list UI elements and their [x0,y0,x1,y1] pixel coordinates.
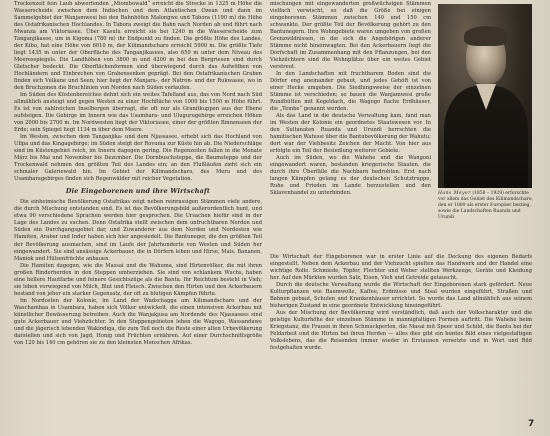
paragraph: In den Landschaften mit fruchtbarem Boden sind die Dörfer eng aneinander gebaut, und jedes Gehöft ist von einer Hecke umgeben. Die Siedlungsweise der einzelnen Stämme ist verschieden; so bauen die Wanjamwesi große Rundhütten mit Kegeldach, die Wagogo flache Erdhäuser, die „Tembe“ genannt werden. [270,71,431,113]
right-column-top [270,1,431,197]
paragraph: Aus der Mischung der Bevölkerung wird verständlich, daß auch der Volkscharakter und die geistige Kulturhöhe der einzelnen Stämme in mannigfaltigen Formen auftritt. Die Wahehe beim Kriegstanz, die Frauen in ihren Schmuckperlen, die Masai mit Speer und Schild, die Bantu bei der Feldarbeit und die Hirten bei ihren Herden — alles dies gibt ein buntes Bild eines vielgestaltigen Volkslebens, das die Reisenden immer wieder in Erstaunen versetzte und in Wort und Bild festgehalten wurde. [270,310,532,352]
paragraph: Trockenzeit fein Laub abwerfenden „Miombowald“ erreicht die Strecke in 1325 m Höhe die Wasserscheide zwischen dem Indischen und dem Atlantischen Ozean und dann im Sammelgebiet der Wanjamwesi bei den Bahnhöfen Malongwe und Tabora (1190 m) die Höhe des Ostafrikanischen Hochlandes. In Tabora zweigt die Bahn nach Norden ab und führt nach Mwanza am Viktoriasee. Über Kasulu erreicht sie bei 1240 m die Wasserscheide zum Tanganjikasee, um in Kigoma (780 m) ihr Endpunkt zu finden. Die größte Höhe des Landes, der Kibo, hat eine Höhe von 6010 m, der Kilimandscharo erreicht 5900 m. Die größte Tiefe liegt 1435 m unter der Oberfläche des Tanganjikasees, also 650 m unter dem Niveau des Meeresspiegels. Die Landhöhen von 3800 m und 4200 m bei den Bergriesen sind durch Gletscher bedeckt. Die Oberflächenformen sind überwiegend durch das Aufwölben von Hochländern und Einbrechen von Grabensenken geprägt. Bei den Ostafrikanischen Graben finden sich Vulkane und Seen; hier liegt der Manjara-, der Natron- und der Rukwasee, wo in den Bruchzonen die Bruchlinien von Norden nach Süden verlaufen. [14,1,262,92]
page-number: 7 [528,419,535,429]
portrait-photo [438,4,532,188]
caption-name: Hans Meyer [438,191,471,196]
paragraph: Als das Land in die deutsche Verwaltung kam, fand man im Westen der Kolonie ein geordnetes Staatswesen vor. In den Sultanaten Ruanda und Urundi herrschten die hamitischen Watussi über die Bantubevölkerung der Wahutu; dort war der Viehbesitz Zeichen der Macht. Von hier aus erfolgte ein Teil der Besiedlung weiterer Gebiete. [270,113,431,155]
paragraph: Im Westen, zwischen dem Tanganjika- und dem Njassasee, erhebt sich das Hochland von Ufipa und das Kingagebirge; im Süden steigt der Rovuma zur Küste hin ab. Die Niederschläge sind im Küstengebiet reich, im Innern dagegen gering. Die Regenzeiten fallen in die Monate März bis Mai und November bis Dezember. Die Dornbuschsteppe, die Baumsteppe und der Trockenwald nehmen den größten Teil des Landes ein; an den Flußläufen zieht sich ein schmaler Galeriewald hin. Im Gebiet der Kilimandscharo, des Meru und des Usambaragebirges finden sich Regenwälder mit reicher Vegetation. [14,134,262,183]
paragraph: mischungen mit eingewanderten großwüchsigen Stämmen vielfach verwischt, so daß die Größe bei einigen eingeborenen Stämmen zwischen 140 und 150 cm schwankte. Der größte Teil der Bevölkerung gehört zu den Bantunegern. Ihre Wohngebiete waren umgeben von großen Grenzwildnissen, in die sich die Angehörigen anderer Stämme nicht hineinwagten. Bei den Ackerbauern liegt die Dorfschaft im Zusammenhang mit den Pflanzungen, bei den Viehzüchtern sind die Wohnplätze über ein weites Gebiet verstreut. [270,1,431,71]
caption-text: (1858 – 1929) erforschte vor allem das Gebiet des Kilimandscharo, den er 1889 als erster Europäer bestieg, sowie die Landschaften Ruanda und Urundi [438,191,533,220]
paragraph: Im Nordosten der Kolonie, im Land der Wadschagga am Kilimandscharo und der Waschambaa in Usambara, haben sich Völker entwickelt, die einen intensiven Ackerbau mit künstlicher Bewässerung betreiben. Auch die Wanjakjusa am Nordende des Njassasees sind gute Ackerbauer und Viehzüchter. In den Steppengebieten leben die Wagogo, Wassandawe und die jägerisch lebenden Wakindiga, die zum Teil noch die Reste einer alten Urbevölkerung darstellen und sich von Jagd, Honig und Früchten ernähren. Auf einer Durchschnittsgröße von 120 bis 140 cm gehören sie zu den kleinsten Menschen Afrikas. [14,297,262,346]
paragraph: Die Wirtschaft der Eingeborenen war in erster Linie auf die Deckung des eigenen Bedarfs eingestellt. Neben dem Ackerbau und der Viehzucht spielten das Handwerk und der Handel eine wichtige Rolle. Schmiede, Töpfer, Flechter und Weber stellten Werkzeuge, Geräte und Kleidung her. Auf den Märkten wurden Salz, Eisen, Vieh und Getreide getauscht. [270,254,532,282]
photo-caption [438,191,534,221]
paragraph: Auch im Süden, wo die Wahehe und die Wangoni eingewandert waren, bestanden kriegerische Staaten, die durch ihre Überfälle die Nachbarn bedrohten. Erst nach langen Kämpfen gelang es der deutschen Schutztruppe, Ruhe und Frieden im Lande herzustellen und den Sklavenhandel zu unterbinden. [270,155,431,197]
left-column [14,1,262,347]
section-heading: Die Eingeborenen und ihre Wirtschaft [65,187,211,196]
paragraph: Die einheimische Bevölkerung Ostafrikas zeigt neben reinrassigen Stämmen viele andere, die durch Mischung entstanden sind. Es ist das Bevölkerungsbild außerordentlich bunt, und etwa 90 verschiedene Sprachen werden hier gesprochen. Die Ursachen hiefür sind in der Lage des Landes zu suchen. Denn Ostafrika stellt zwischen dem unfruchtbaren Norden und Süden ein Durchgangsgebiet dar, und Zuwanderer aus dem Norden und Nordosten wie Hamiten, Araber und Inder haben sich hier angesiedelt. Die Bantuneger, die den größten Teil der Bevölkerung ausmachen, sind im Laufe der Jahrhunderte von Westen und Süden her eingewandert. Sie sind ansässige Ackerbauer, die in Dörfern leben und Hirse, Mais, Bananen, Maniok und Hülsenfrüchte anbauen. [14,199,262,262]
paragraph: Im Süden des Küstenbereiches dehnt sich ein weites Tafelland aus, das von Nord nach Süd allmählich ansteigt und gegen Westen zu einer Hochfläche von 1000 bis 1500 m Höhe führt. Es ist von zahlreichen Inselbergen überragt, die oft nur als Granitkuppen aus der Ebene aufsteigen. Die Gebirge im Innern wie das Usambara- und Ulugurugebirge erreichen Höhen von 2000 bis 2700 m. Im Nordwesten liegt der Viktoriasee, einer der größten Binnenseen der Erde; sein Spiegel liegt 1134 m über dem Meere. [14,92,262,134]
paragraph: Durch die deutsche Verwaltung wurde die Wirtschaft der Eingeborenen stark gefördert. Neue Kulturpflanzen wie Baumwolle, Kaffee, Erdnüsse und Sisal wurden eingeführt, Straßen und Bahnen gebaut, Schulen und Krankenhäuser errichtet. So wurde das Land allmählich aus seinem bisherigen Zustand in eine geordnete Entwicklung hineingeführt. [270,282,532,310]
right-column-bottom [270,254,532,352]
paragraph: Die Hamiten dagegen, wie die Massai und die Wahuma, sind Hirtenvölker, die mit ihren großen Rinderherden in den Steppen umherziehen. Sie sind von schlankem Wuchs, haben eine hellere Hautfarbe und feinere Gesichtszüge als die Bantu. Ihr Reichtum besteht in Vieh; sie leben vorwiegend von Milch, Blut und Fleisch. Zwischen den Hirten und den Ackerbauern bestand von jeher ein starker Gegensatz, der oft zu blutigen Kämpfen führte. [14,262,262,297]
